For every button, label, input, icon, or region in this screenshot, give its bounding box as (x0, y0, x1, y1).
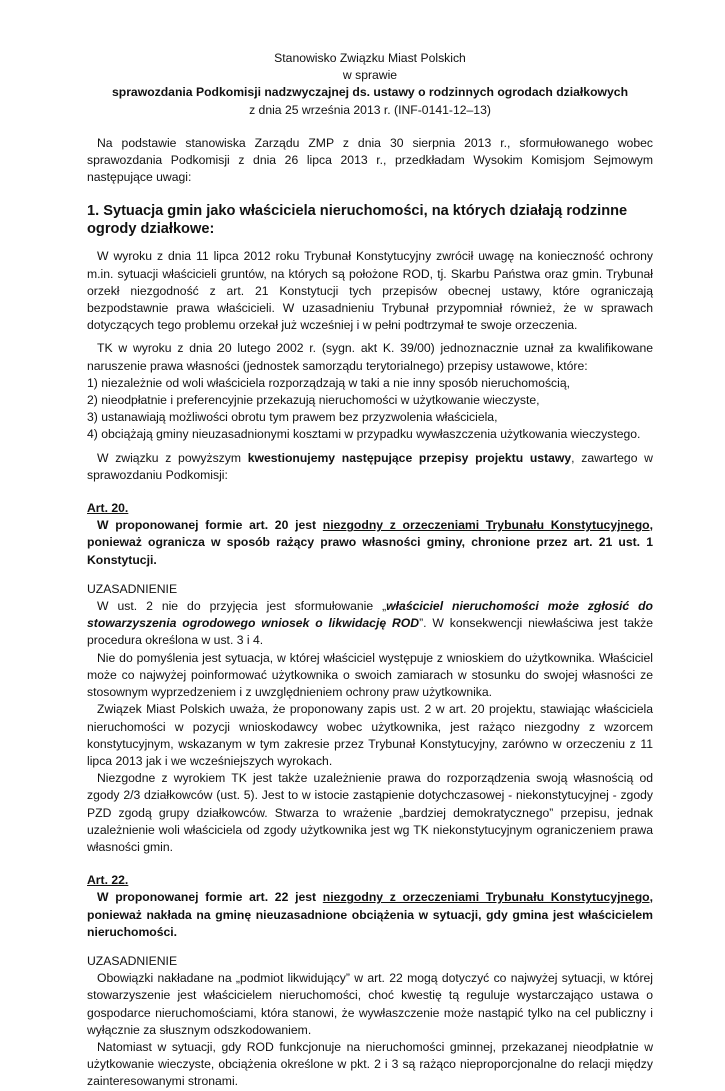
emphasis-run: kwestionujemy następujące przepisy projektu ustawy (247, 450, 572, 465)
text-run: W proponowanej formie art. 20 jest (97, 518, 323, 533)
text-run: W proponowanej formie art. 22 jest (97, 890, 323, 905)
section-1-paragraph-1: W wyroku z dnia 11 lipca 2012 roku Trybunał Konstytucyjny zwrócił uwagę na konieczność ochrony m.in. sytuacji właścicieli gruntów, na których są położone ROD, tj. Skarbu Państwa oraz gmin. Trybunał orzekł niezgodność z art. 21 Konstytucji tych przepisów obecnej ustawy, które ograniczają bezpodstawnie prawa właścicieli. W uzasadnieniu Trybunał przypomniał również, że w sprawach dotyczących tego problemu orzekał już wcześniej i w pełni podtrzymał te swoje orzeczenia. (87, 249, 653, 333)
list-item: 3) ustanawiają możliwości obrotu tym prawem bez przyzwolenia właściciela, (87, 410, 498, 425)
underlined-run: niezgodny z orzeczeniami Trybunału Konstytucyjnego (322, 518, 650, 533)
header-line-3: sprawozdania Podkomisji nadzwyczajnej ds. ustawy o rodzinnych ogrodach działkowych (111, 85, 629, 100)
section-1-paragraph-2: TK w wyroku z dnia 20 lutego 2002 r. (sygn. akt K. 39/00) jednoznacznie uznał za kwalifikowane naruszenie prawa własności (jednostek samorządu terytorialnego) przepisy ustawowe, które: (87, 341, 653, 373)
document-header (87, 50, 653, 119)
section-1-paragraph-3 (87, 450, 653, 484)
art-22-paragraph-1: Obowiązki nakładane na „podmiot likwidujący” w art. 22 mogą dotyczyć co najwyżej sytuacji, w której stowarzyszenie jest właścicielem nieruchomości, choć kwestię tą reguluje wystarczająco ustawa o gospodarce nieruchomościami, która stanowi, że wywłaszczenie może nastąpić tylko na cel publiczny i wyłącznie za słusznym odszkodowaniem. (87, 971, 653, 1037)
text-run: W ust. 2 nie do przyjęcia jest sformułowanie „ (97, 599, 387, 614)
header-line-1: Stanowisko Związku Miast Polskich (274, 51, 466, 65)
underlined-run: niezgodny z orzeczeniami Trybunału Konstytucyjnego (322, 890, 650, 905)
art-20-paragraph-3: Związek Miast Polskich uważa, że proponowany zapis ust. 2 w art. 20 projektu, stawiając właściciela nieruchomości w pozycji wnioskodawcy wobec użytkownika, jest rażąco niezgodny z wzorcem konstytucyjnym, wskazanym w tym zakresie przez Trybunał Konstytucyjny, zarówno w orzeczeniu z 11 lipca 2013 jak i we wcześniejszych wyrokach. (87, 702, 653, 768)
text-run: W związku z powyższym (97, 450, 248, 465)
header-line-4: z dnia 25 września 2013 r. (INF-0141-12–13) (249, 102, 491, 117)
document-page (87, 50, 653, 1091)
art-20-title: Art. 20. (87, 501, 129, 516)
text-run: ”. W konsekwencji niewłaściwa jest także procedura określona w ust. 3 i 4. (87, 616, 654, 648)
list-item: 1) niezależnie od woli właściciela rozporządzają w taki a nie inny sposób nieruchomością, (87, 375, 571, 390)
header-line-2: w sprawie (342, 68, 398, 83)
list-item: 4) obciążają gminy nieuzasadnionymi kosztami w przypadku wywłaszczenia użytkowania wieczystego. (87, 427, 641, 442)
text-run: , ponieważ nakłada na gminę nieuzasadnione obciążenia w sytuacji, gdy gmina jest właścicielem nieruchomości. (87, 890, 653, 939)
intro-paragraph: Na podstawie stanowiska Zarządu ZMP z dnia 30 sierpnia 2013 r., sformułowanego wobec sprawozdania Podkomisji z dnia 26 lipca 2013 r., przedkładam Wysokim Komisjom Sejmowym następujące uwagi: (87, 135, 653, 185)
art-20-justification-label: UZASADNIENIE (87, 581, 178, 596)
section-1-heading: 1. Sytuacja gmin jako właściciela nieruchomości, na których działają rodzinne ogrody działkowe: (87, 203, 628, 238)
art-22-lead (87, 889, 653, 941)
art-20-paragraph-4: Niezgodne z wyrokiem TK jest także uzależnienie prawa do rozporządzenia swoją własnością od zgody 2/3 działkowców (ust. 5). Jest to w istocie zastąpienie dotychczasowej - niekonstytucyjnej - zgody PZD zgodą grupy działkowców. Stwarza to wrażenie „bardziej demokratycznego” przepisu, jednak uzależnienie woli właściciela od zgody użytkownika jest wg TK niekonstytucyjnym ograniczeniem prawa własności gmin. (87, 771, 653, 854)
art-22-justification-label: UZASADNIENIE (87, 953, 178, 968)
art-20-lead (87, 517, 653, 569)
text-run: , ponieważ ogranicza w sposób rażący prawo własności gminy, chronione przez art. 21 ust. 1 Konstytucji. (87, 518, 653, 567)
violations-list (87, 375, 653, 444)
art-20-paragraph-2: Nie do pomyślenia jest sytuacja, w której właściciel występuje z wnioskiem do użytkownika. Właściciel może co najwyżej poinformować użytkownika o swoich zamiarach w stosunku do swojej własności ze stosownym wyprzedzeniem i z uwzględnieniem ochrony praw użytkownika. (87, 650, 653, 700)
text-run: , zawartego w sprawozdaniu Podkomisji: (87, 450, 653, 482)
list-item: 2) nieodpłatnie i preferencyjnie przekazują nieruchomości w użytkowanie wieczyste, (87, 393, 540, 408)
quoted-run: właściciel nieruchomości może zgłosić do stowarzyszenia ogrodowego wniosek o likwidację ROD (87, 599, 653, 631)
art-22-paragraph-2: Natomiast w sytuacji, gdy ROD funkcjonuje na nieruchomości gminnej, przekazanej nieodpłatnie w użytkowanie wieczyste, obciążenia określone w pkt. 2 i 3 są rażąco nieproporcjonalne do relacji między zainteresowanymi stronami. (87, 1039, 653, 1089)
art-20-paragraph-1 (87, 598, 653, 650)
art-22-title: Art. 22. (87, 873, 129, 888)
